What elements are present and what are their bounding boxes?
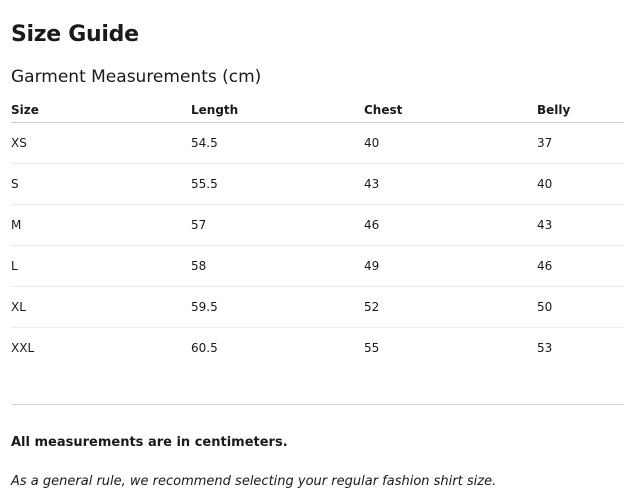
table-row	[11, 164, 624, 205]
cell-length: 59.5	[191, 287, 364, 328]
cell-size: L	[11, 246, 191, 287]
cell-chest: 40	[364, 123, 537, 164]
cell-size: S	[11, 164, 191, 205]
cell-chest: 46	[364, 205, 537, 246]
table-row	[11, 123, 624, 164]
cell-belly: 37	[537, 123, 624, 164]
cell-belly: 53	[537, 341, 553, 355]
table-row	[11, 287, 624, 328]
table-row	[11, 328, 624, 369]
cell-length: 60.5	[191, 341, 218, 355]
header-length: Length	[191, 98, 364, 123]
cell-chest: 52	[364, 287, 537, 328]
cell-belly: 50	[537, 287, 624, 328]
cell-length: 57	[191, 205, 364, 246]
header-chest: Chest	[364, 98, 537, 123]
table-row	[11, 205, 624, 246]
cell-length: 54.5	[191, 123, 364, 164]
cell-belly: 43	[537, 205, 624, 246]
cell-chest: 55	[364, 341, 380, 355]
cell-size: M	[11, 205, 191, 246]
table-header-row	[11, 98, 624, 123]
cell-length: 55.5	[191, 164, 364, 205]
table-row	[11, 246, 624, 287]
cell-size: XXL	[11, 341, 35, 355]
cell-length: 58	[191, 246, 364, 287]
recommendation-note: As a general rule, we recommend selecting your regular fashion shirt size.	[11, 474, 497, 489]
cell-size: XS	[11, 123, 191, 164]
section-divider	[11, 404, 624, 405]
cell-belly: 40	[537, 164, 624, 205]
cell-belly: 46	[537, 246, 624, 287]
cell-size: XL	[11, 287, 191, 328]
header-belly: Belly	[537, 98, 624, 123]
section-title: Garment Measurements (cm)	[11, 67, 262, 87]
cell-chest: 49	[364, 246, 537, 287]
page-title: Size Guide	[11, 22, 139, 47]
units-note: All measurements are in centimeters.	[11, 435, 288, 450]
size-table	[11, 98, 624, 368]
header-size: Size	[11, 98, 191, 123]
cell-chest: 43	[364, 164, 537, 205]
